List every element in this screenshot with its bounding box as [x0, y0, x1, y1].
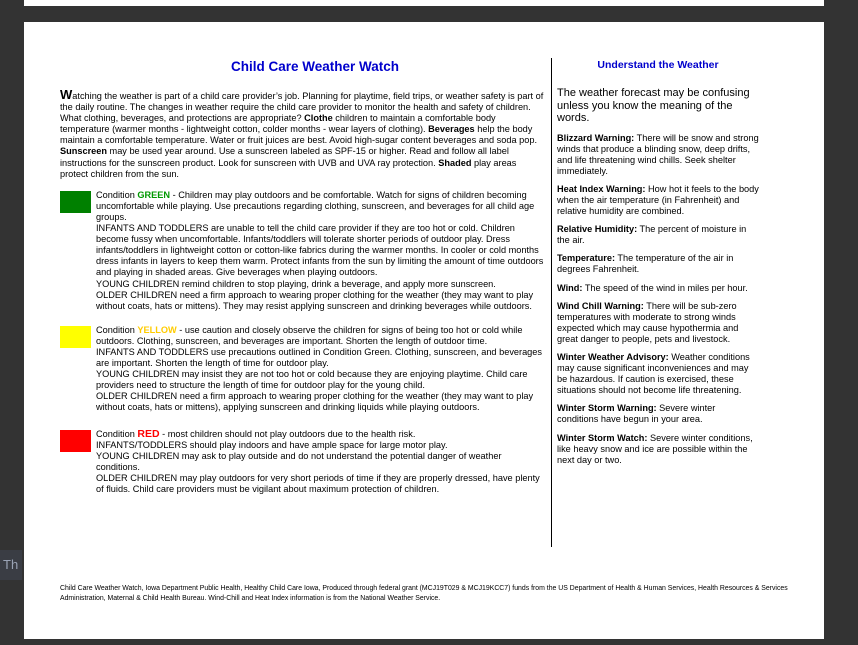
intro-paragraph: Watching the weather is part of a child care provider’s job. Planning for playtime, field trips, or weather safety is part of the daily routine. The changes in weather require the child care provider to monitor the health and safety of children. What clothing, beverages, and protections are appropriate? Clothe children to maintain a comfortable body temperature (warmer months - lightweight cotton, colder months - wear layers of clothing). Beverages help the body maintain a comfortable temperature. Water or fruit juices are best. Avoid high-sugar content beverages and soda pop. Sunscreen may be used year around. Use a sunscreen labeled as SPF-15 or higher. Read and follow all label instructions for the sunscreen product. Look for sunscreen with UVB and UVA ray protection. Shaded play areas protect children from the sun.: [60, 87, 544, 179]
red-young-children: YOUNG CHILDREN may ask to play outside and do not understand the potential danger of weather conditions.: [96, 450, 502, 472]
condition-yellow-label: YELLOW: [137, 324, 177, 335]
term-winter-storm-warning: Winter Storm Warning: Severe winter conditions have begun in your area.: [557, 403, 716, 425]
yellow-infants: INFANTS AND TODDLERS use precautions outlined in Condition Green. Clothing, sunscreen, and beverages are important. Shorten the length of time for outdoor play.: [96, 346, 543, 369]
main-column: [60, 58, 546, 495]
green-older-children: OLDER CHILDREN need a firm approach to wearing proper clothing for the weather (they may want to play without coats, hats or mittens). They may resist applying sunscreen and drinking beverages while outdoors.: [96, 289, 534, 311]
drop-cap: W: [60, 87, 73, 102]
sidebar-intro: The weather forecast may be confusing unless you know the meaning of the words.: [557, 87, 750, 124]
condition-green-section: [60, 190, 546, 312]
green-infants: INFANTS AND TODDLERS are unable to tell the child care provider if they are too hot or cold. Children become fussy when uncomfortable. Infants/toddlers will tolerate shorter periods of outdoor play. Dress infants/toddlers in lightweight cotton or cotton-like fabrics during the warmer months. In cooler or cold months dress infants in layers to keep them warm. Protect infants from the sun by limiting the amount of time outdoors and playing in shaded areas. Give beverages when playing outdoors.: [96, 223, 544, 278]
term-winter-storm-watch: Winter Storm Watch: Severe winter conditions, like heavy snow and ice are possible within the next day or two.: [557, 432, 753, 465]
term-wind: Wind: The speed of the wind in miles per hour.: [557, 282, 748, 293]
term-winter-weather-advisory: Winter Weather Advisory: Weather conditions may cause significant inconveniences and may be hazardous. If caution is exercised, these situations should not become life threatening.: [557, 352, 750, 396]
condition-red-heading: Condition RED - most children should not play outdoors due to the health risk.: [96, 427, 416, 440]
condition-green-heading: Condition GREEN - Children may play outdoors and be comfortable. Watch for signs of children becoming uncomfortable while playing. Use precautions regarding clothing, sunscreen, and beverages for all child age groups.: [96, 189, 535, 222]
term-relative-humidity: Relative Humidity: The percent of moisture in the air.: [557, 224, 747, 246]
term-blizzard-warning: Blizzard Warning: There will be snow and strong winds that produce a blinding snow, deep drifts, and life threatening wind chills. Seek shelter immediately.: [557, 132, 759, 176]
condition-red-label: RED: [137, 427, 160, 440]
term-heat-index-warning: Heat Index Warning: How hot it feels to the body when the air temperature (in Fahrenheit) and relative humidity are combined.: [557, 183, 759, 217]
previous-page-edge: [24, 0, 824, 6]
background-window-text: Th: [0, 550, 22, 580]
document-page: [24, 22, 824, 639]
green-young-children: YOUNG CHILDREN remind children to stop playing, drink a beverage, and apply more sunscreen.: [96, 278, 496, 289]
page-title: Child Care Weather Watch: [230, 59, 400, 74]
condition-yellow-heading: Condition YELLOW - use caution and closely observe the children for signs of being too hot or cold while outdoors. Clothing, sunscreen, and beverages are important. Shorten the length of outdoor time.: [96, 324, 523, 346]
red-swatch: [60, 430, 91, 452]
footer-credits: Child Care Weather Watch, Iowa Department Public Health, Healthy Child Care Iowa, Produced through federal grant (MCJ19T029 & MCJ19KCC7) funds from the US Department of Health & Human Services, Health Resources & Services Administration, Maternal & Child Health Bureau. Wind-Chill and Heat Index information is from the National Weather Service.: [60, 585, 788, 602]
green-swatch: [60, 191, 91, 213]
red-infants: INFANTS/TODDLERS should play indoors and have ample space for large motor play.: [96, 439, 448, 450]
condition-red-section: [60, 429, 546, 496]
sidebar-column: [557, 58, 759, 473]
yellow-swatch: [60, 326, 91, 348]
term-temperature: Temperature: The temperature of the air in degrees Fahrenheit.: [557, 253, 734, 275]
column-divider: [551, 58, 552, 547]
condition-green-label: GREEN: [137, 189, 171, 200]
yellow-older-children: OLDER CHILDREN need a firm approach to wearing proper clothing for the weather (they may want to play without coats, hats or mittens), applying sunscreen and drinking liquids while playing outdoors.: [96, 391, 534, 413]
term-wind-chill-warning: Wind Chill Warning: There will be sub-zero temperatures with moderate to strong winds expected which may cause hypothermia and great danger to people, pets and livestock.: [557, 300, 739, 344]
red-older-children: OLDER CHILDREN may play outdoors for very short periods of time if they are properly dressed, have plenty of fluids. Child care providers must be vigilant about maximum protection of children.: [96, 472, 540, 494]
condition-yellow-section: [60, 325, 546, 414]
yellow-young-children: YOUNG CHILDREN may insist they are not too hot or cold because they are enjoying playtime. Child care providers need to structure the length of time for outdoor play for the young child.: [96, 369, 528, 391]
sidebar-title: Understand the Weather: [597, 59, 719, 71]
